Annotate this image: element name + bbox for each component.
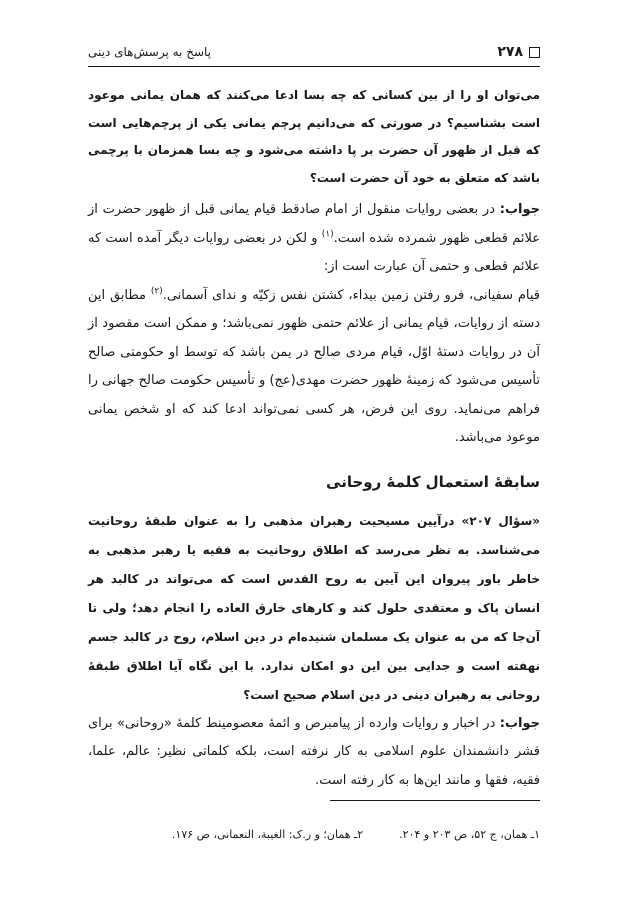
- footnote-ref-2: (۲): [150, 286, 163, 297]
- question-207: «سؤال ۲۰۷» درآیین مسیحیت رهبران مذهبی را به عنوان طبقهٔ روحانیت می‌شناسد. به نظر می‌رسد که اطلاق روحانیت به فقیه یا رهبر مذهبی به خاطر باور پیروان این آیین به روح القدس است که می‌تواند در کالبد هر انسان پاک و معتقدی حلول کند و کارهای خارق العاده را انجام دهد؛ ولی تا آن‌جا که من به عنوان یک مسلمان شنیده‌ام در دین اسلام، روح در کالبد جسم نهفته است و جدایی بین این دو امکان ندارد. با این نگاه آیا اطلاق طبقهٔ روحانی به رهبران دینی در دین اسلام صحیح است؟: [88, 513, 540, 702]
- book-title: پاسخ به پرسش‌های دینی: [88, 45, 212, 59]
- page-number: ۲۷۸: [497, 44, 523, 60]
- answer-lead: جواب:: [499, 715, 540, 731]
- section-heading: سابقهٔ استعمال کلمهٔ روحانی: [326, 472, 540, 491]
- page-body: [88, 82, 540, 795]
- footnote-2: ۲ـ همان؛ و ر.ک: الغیبة، النعمانی، ص ۱۷۶.: [171, 828, 364, 841]
- footnote-ref-1: (۱): [321, 229, 334, 240]
- answer-paragraph-2: [88, 282, 540, 453]
- answer-paragraph-1: [88, 196, 540, 282]
- square-bullet-icon: [529, 47, 540, 58]
- answer-text-cont: و لکن در بعضی روایات دیگر آمده است که علائم قطعی و حتمی آن عبارت است از:: [88, 230, 540, 274]
- footnote-divider: [330, 800, 540, 801]
- paragraph-text: قیام سفیانی، فرو رفتن زمین بیداء، کشتن نفس زکیّه و ندای آسمانی.: [162, 287, 540, 303]
- answer-text: در بعضی روایات منقول از امام صادقط قیام یمانی قبل از ظهور حضرت از علائم قطعی ظهور شمرده شده است.: [88, 202, 541, 246]
- answer-207: [88, 710, 540, 796]
- running-header: [88, 40, 540, 64]
- page-number-group: [497, 44, 540, 60]
- answer-lead: جواب:: [499, 202, 540, 217]
- footnotes: [88, 828, 540, 841]
- question-continuation: می‌توان او را از بین کسانی که چه بسا ادعا می‌کنند که همان یمانی موعود است بشناسیم؟ در صورتی که می‌دانیم پرچم یمانی یکی از پرچم‌هایی است که قبل از ظهور آن حضرت بر پا داشته می‌شود و چه بسا همزمان با پرچمی باشد که متعلق به خود آن حضرت است؟: [88, 88, 540, 185]
- answer-text: در اخبار و روایات وارده از پیامبرص و ائمهٔ معصومینط کلمهٔ «روحانی» برای قشر دانشمندان علوم اسلامی به کار نرفته است، بلکه کلماتی نظیر: عالم، علما، فقیه، فقها و مانند این‌ها به کار رفته است.: [88, 715, 540, 788]
- paragraph-text-cont: مطابق این دسته از روایات، قیام یمانی از علائم حتمی ظهور نمی‌باشد؛ و ممکن است مقصود از آن در روایات دستهٔ اوّل، قیام مردی صالح در یمن باشد که توسط او حکومتی صالح تأسیس می‌شود که زمینهٔ ظهور حضرت مهدی(عج) و تأسیس حکومت صالح جهانی را فراهم می‌نماید. روی این فرض، هر کسی نمی‌تواند ادعا کند که او شخص یمانی موعود می‌باشد.: [88, 287, 540, 445]
- header-divider: [88, 66, 540, 67]
- footnote-1: ۱ـ همان، ج ۵۲، ص ۲۰۳ و ۲۰۴.: [399, 828, 540, 841]
